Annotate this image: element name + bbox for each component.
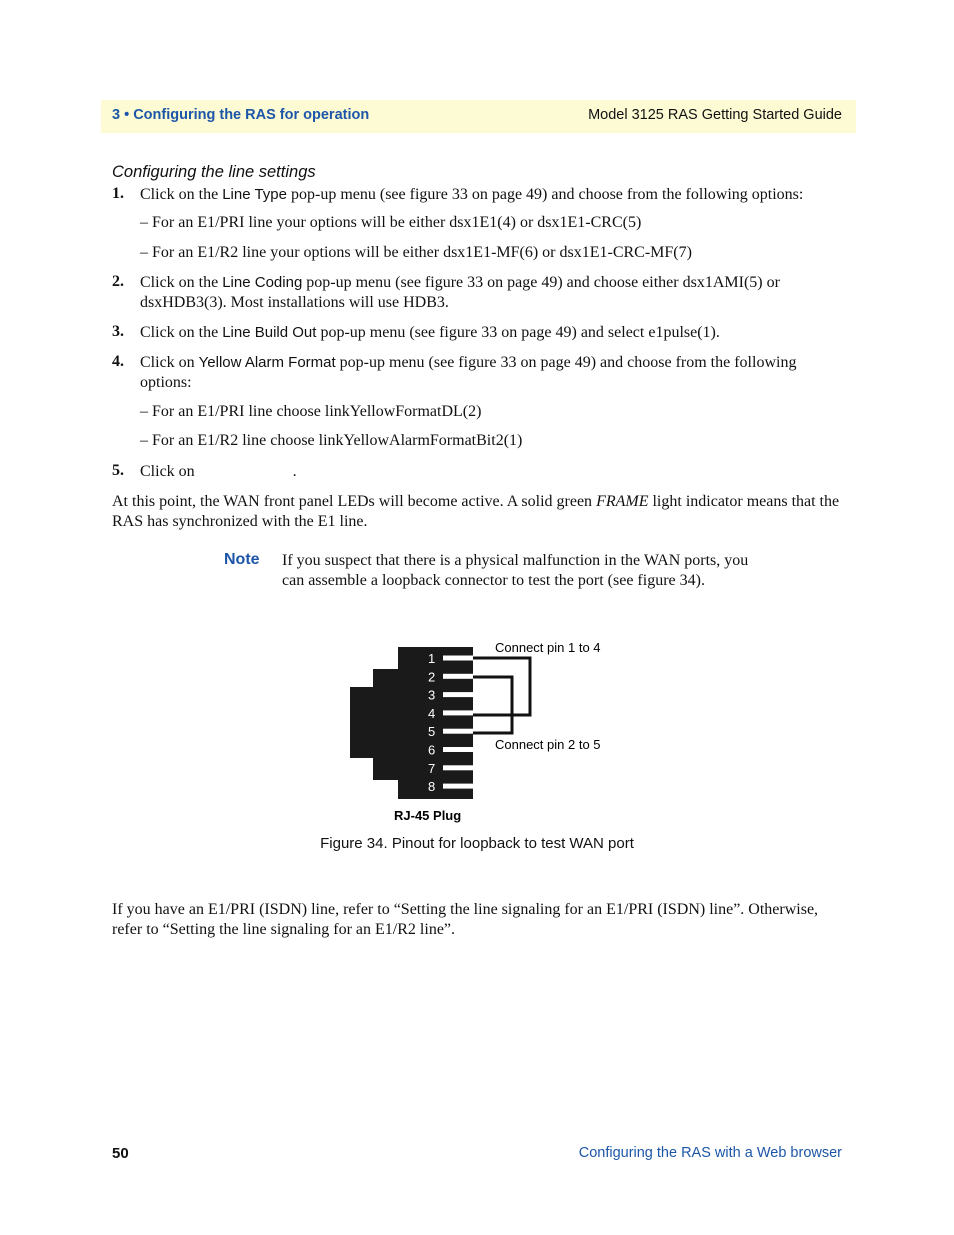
- pin-number: 6: [428, 742, 436, 758]
- ui-label-line-build-out: Line Build Out: [222, 324, 317, 341]
- ui-label-line-type: Line Type: [222, 186, 287, 203]
- step-number: 3.: [112, 323, 124, 340]
- step-4-option: – For an E1/PRI line choose linkYellowFormatDL(2): [140, 403, 482, 420]
- step-2-text: Click on the Line Coding pop-up menu (see figure 33 on page 49) and choose either dsx1AMI(5) or dsxHDB3(3). Most installations will use HDB3.: [140, 274, 780, 311]
- pin-number: 8: [428, 779, 436, 795]
- pin-number: 1: [428, 651, 436, 666]
- label-connect-2-5: Connect pin 2 to 5: [495, 737, 601, 752]
- pin-number: 4: [428, 705, 436, 721]
- pin-contact-3: [443, 692, 473, 697]
- step-4-option: – For an E1/R2 line choose linkYellowAlarmFormatBit2(1): [140, 432, 523, 449]
- loopback-wire-2-5: [473, 677, 512, 733]
- step-3-text: Click on the Line Build Out pop-up menu (see figure 33 on page 49) and select e1pulse(1).: [140, 324, 720, 341]
- frame-led-term: FRAME: [596, 493, 649, 510]
- pin-contact-2: [443, 674, 473, 679]
- body-paragraph: If you have an E1/PRI (ISDN) line, refer to “Setting the line signaling for an E1/PRI (ISDN) line”. Otherwise, refer to “Setting the line signaling for an E1/R2 line”.: [112, 901, 819, 938]
- step-1-option: – For an E1/PRI line your options will be either dsx1E1(4) or dsx1E1-CRC(5): [140, 214, 642, 231]
- figure-caption: Figure 34. Pinout for loopback to test WAN port: [320, 835, 634, 852]
- plug-label: RJ-45 Plug: [394, 808, 462, 823]
- step-number: 2.: [112, 273, 124, 290]
- section-title: Configuring the line settings: [112, 163, 316, 181]
- pin-number: 5: [428, 724, 436, 740]
- pin-contact-6: [443, 747, 473, 752]
- step-number: 1.: [112, 185, 124, 202]
- step-number: 5.: [112, 462, 124, 479]
- pin-number: 3: [428, 687, 436, 703]
- body-paragraph: At this point, the WAN front panel LEDs will become active. A solid green FRAME light indicator means that the RAS has synchronized with the E1 line.: [112, 493, 840, 530]
- label-connect-1-4: Connect pin 1 to 4: [495, 640, 601, 655]
- pin-contact-1: [443, 656, 473, 661]
- step-5-text: Click on .: [140, 463, 297, 480]
- chapter-title: 3 • Configuring the RAS for operation: [112, 107, 370, 123]
- ui-label-line-coding: Line Coding: [222, 274, 303, 291]
- running-header: [101, 100, 856, 133]
- note-label: Note: [224, 551, 260, 568]
- ui-label-yellow-alarm-format: Yellow Alarm Format: [198, 354, 336, 371]
- pin-contact-8: [443, 784, 473, 789]
- loopback-wire-1-4: [473, 658, 530, 715]
- pin-number: 2: [428, 669, 436, 685]
- guide-title: Model 3125 RAS Getting Started Guide: [588, 107, 842, 123]
- footer-section-title: Configuring the RAS with a Web browser: [578, 1145, 842, 1161]
- pin-contact-7: [443, 765, 473, 770]
- note-text: If you suspect that there is a physical malfunction in the WAN ports, you can assemble a loopback connector to test the port (see figure 34).: [282, 552, 749, 589]
- step-1-option: – For an E1/R2 line your options will be either dsx1E1-MF(6) or dsx1E1-CRC-MF(7): [140, 244, 692, 261]
- step-1-text: Click on the Line Type pop-up menu (see figure 33 on page 49) and choose from the following options:: [140, 186, 804, 203]
- step-number: 4.: [112, 353, 124, 370]
- pin-number: 7: [428, 760, 436, 776]
- step-4-text: Click on Yellow Alarm Format pop-up menu (see figure 33 on page 49) and choose from the following options:: [140, 354, 797, 391]
- rj45-loopback-diagram: [340, 635, 640, 830]
- page-number: 50: [112, 1145, 129, 1162]
- rj45-plug-body: [350, 647, 473, 799]
- pin-contact-4: [443, 710, 473, 715]
- pin-contact-5: [443, 729, 473, 734]
